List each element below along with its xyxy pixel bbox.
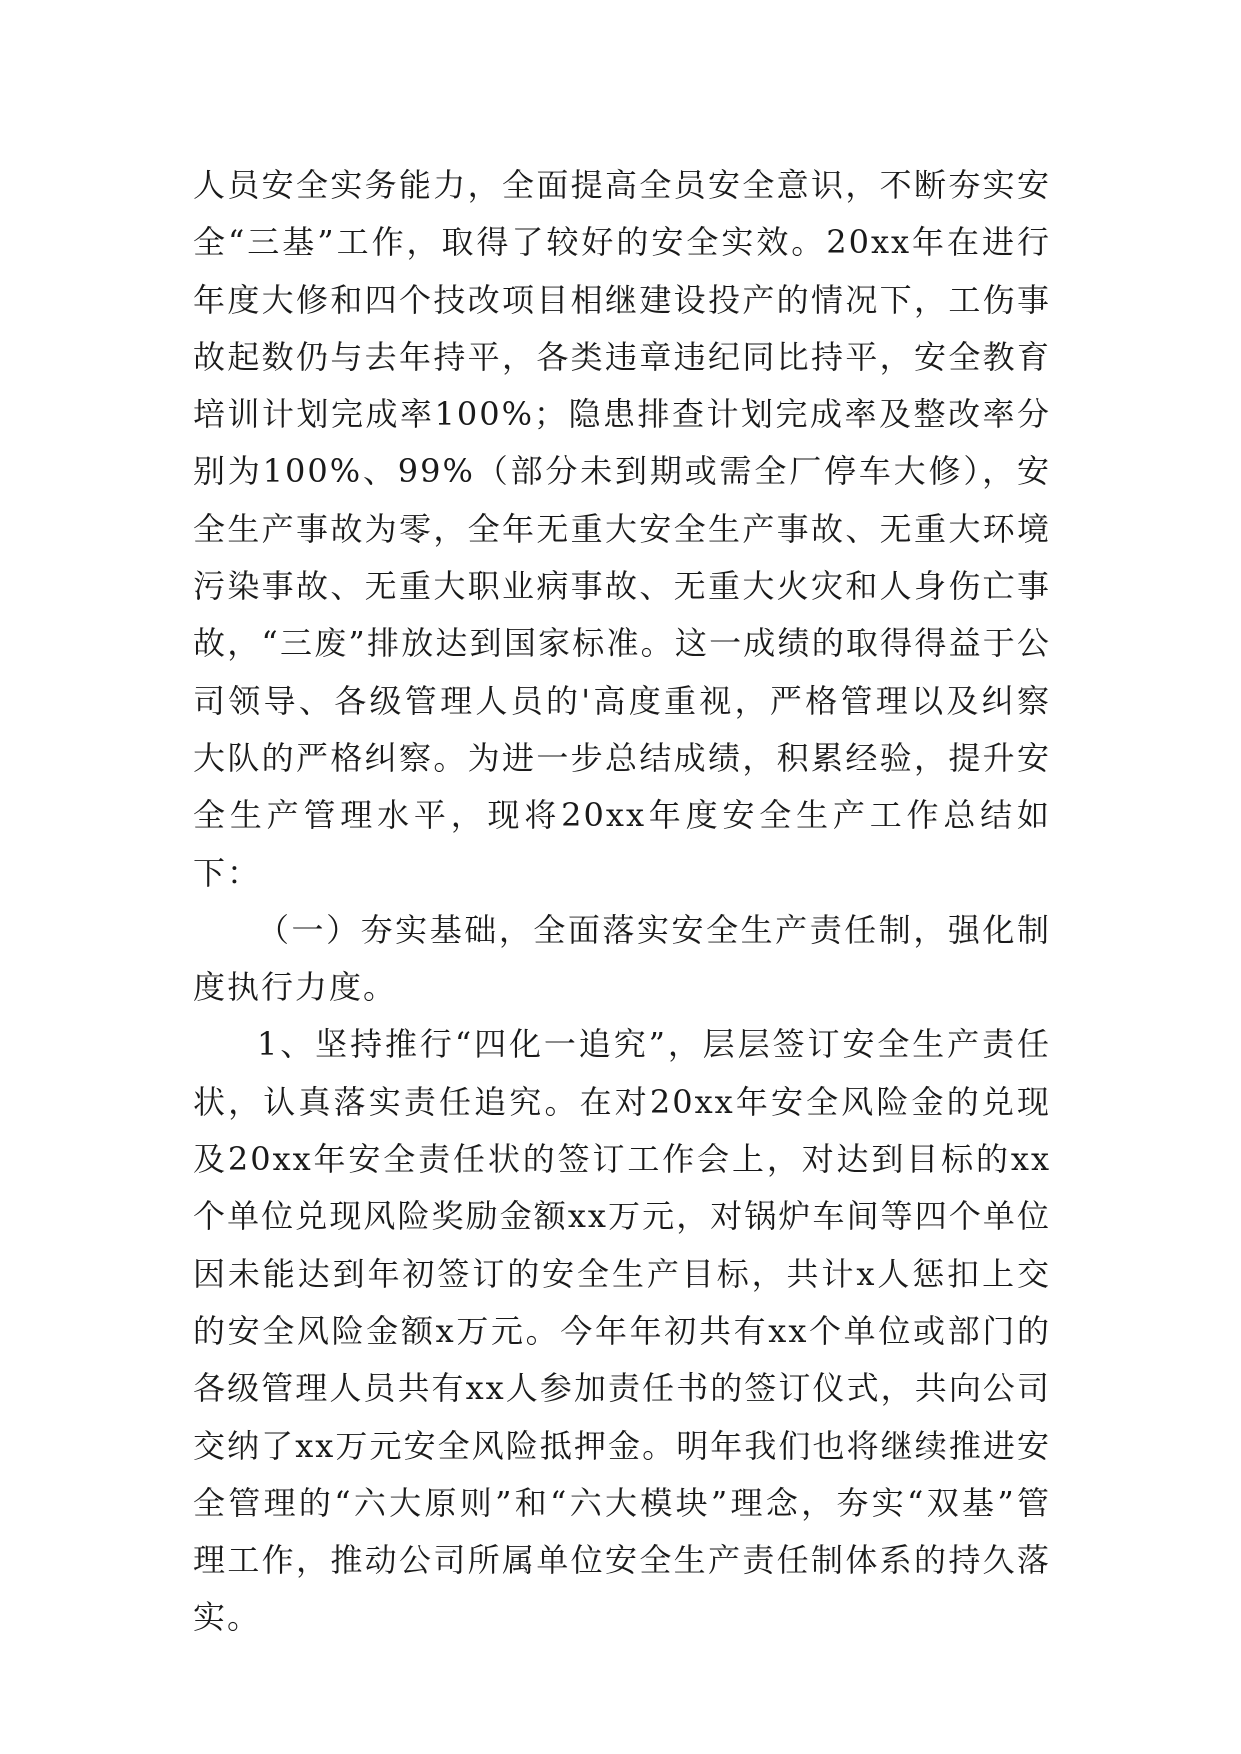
section-heading-paragraph: （一）夯实基础，全面落实安全生产责任制，强化制度执行力度。 bbox=[193, 910, 1051, 1007]
document-body bbox=[193, 157, 1051, 1647]
intro-paragraph: 人员安全实务能力，全面提高全员安全意识，不断夯实安全“三基”工作，取得了较好的安全实效。20xx年在进行年度大修和四个技改项目相继建设投产的情况下，工伤事故起数仍与去年持平，各类违章违纪同比持平，安全教育培训计划完成率100%；隐患排查计划完成率及整改率分别为100%、99%（部分未到期或需全厂停车大修），安全生产事故为零，全年无重大安全生产事故、无重大环境污染事故、无重大职业病事故、无重大火灾和人身伤亡事故，“三废”排放达到国家标准。这一成绩的取得得益于公司领导、各级管理人员的'高度重视，严格管理以及纠察大队的严格纠察。为进一步总结成绩，积累经验，提升安全生产管理水平，现将20xx年度安全生产工作总结如下： bbox=[193, 166, 1051, 892]
item-paragraph: 1、坚持推行“四化一追究”，层层签订安全生产责任状，认真落实责任追究。在对20xx年安全风险金的兑现及20xx年安全责任状的签订工作会上，对达到目标的xx个单位兑现风险奖励金额xx万元，对锅炉车间等四个单位因未能达到年初签订的安全生产目标，共计x人惩扣上交的安全风险金额x万元。今年年初共有xx个单位或部门的各级管理人员共有xx人参加责任书的签订仪式，共向公司交纳了xx万元安全风险抵押金。明年我们也将继续推进安全管理的“六大原则”和“六大模块”理念，夯实“双基”管理工作，推动公司所属单位安全生产责任制体系的持久落实。 bbox=[193, 1025, 1051, 1637]
